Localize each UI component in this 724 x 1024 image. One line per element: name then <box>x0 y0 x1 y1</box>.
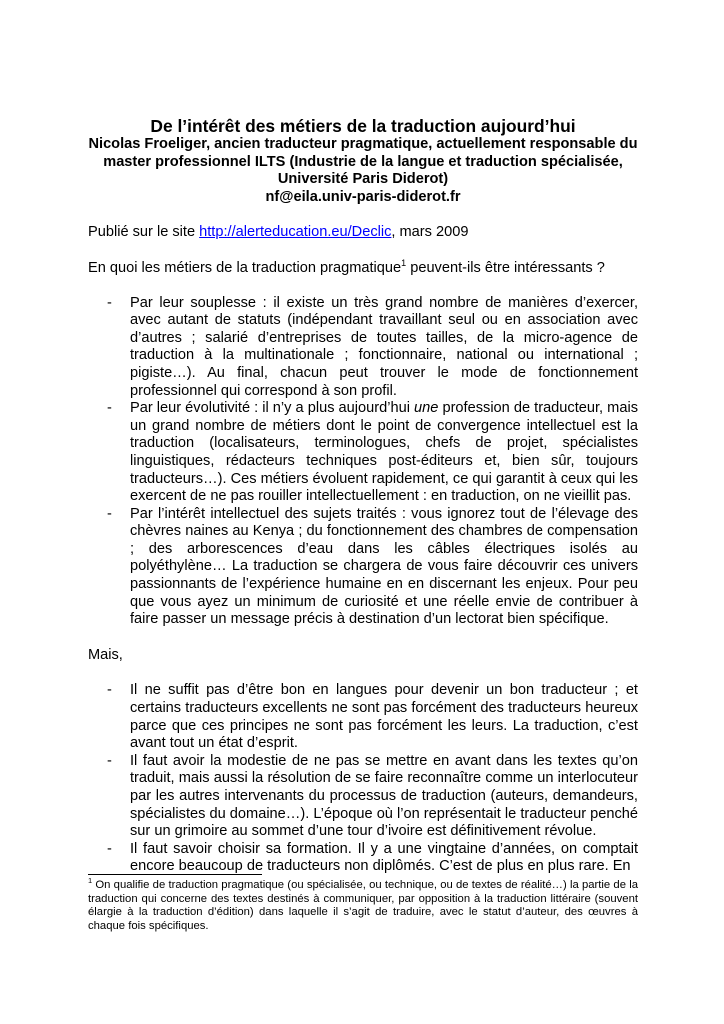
published-suffix: , mars 2009 <box>391 224 469 241</box>
author-line-2: master professionnel ILTS (Industrie de la langue et traduction spécialisée, <box>103 153 623 170</box>
footnote <box>88 876 638 934</box>
document-title: De l’intérêt des métiers de la traduction aujourd’hui <box>150 116 576 136</box>
footnote-reference[interactable]: 1 <box>401 257 407 268</box>
document-page <box>88 117 638 876</box>
list-item <box>88 682 638 752</box>
list-item <box>88 841 638 876</box>
list-item-text: Il faut savoir choisir sa formation. Il y a une vingtaine d’années, on comptait encore beaucoup de traducteurs non diplômés. C’est de plus en plus rare. En <box>130 840 638 875</box>
list-item-text-after: profession de traducteur, mais un grand nombre de métiers dont le point de convergence intellectuel est la traduction (localisateurs, terminologues, chefs de projet, spécialistes linguistiques, rédacteurs techniques post-éditeurs et, bien sûr, toujours traducteurs…). Ces métiers évoluent rapidement, ce qui garantit à ceux qui les exercent de ne pas rouiller intellectuellement : en traduction, on ne vieillit pas. <box>130 400 638 505</box>
transition-mais: Mais, <box>88 646 123 663</box>
question-before: En quoi les métiers de la traduction pragmatique <box>88 259 402 276</box>
list-item <box>88 400 638 506</box>
dash-bullet: - <box>107 505 112 522</box>
author-line-3: Université Paris Diderot) <box>277 171 449 188</box>
footnote-separator <box>88 874 262 875</box>
list-item-text: Il ne suffit pas d’être bon en langues pour devenir un bon traducteur ; et certains traducteurs excellents ne sont pas forcément des traducteurs heureux parce que ces principes ne sont pas forcément les leurs. La traduction, c’est avant tout un état d’esprit. <box>130 682 638 752</box>
intro-question <box>88 257 638 278</box>
dash-bullet: - <box>107 294 112 311</box>
list-item <box>88 506 638 629</box>
advantages-list <box>88 295 638 629</box>
list-item <box>88 753 638 841</box>
dash-bullet: - <box>107 400 112 417</box>
list-item-emphasis: une <box>414 400 439 417</box>
question-after: peuvent-ils être intéressants ? <box>406 259 605 276</box>
author-email: nf@eila.univ-paris-diderot.fr <box>265 188 461 205</box>
list-item-text: Il faut avoir la modestie de ne pas se mettre en avant dans les textes qu’on traduit, mais aussi la résolution de se faire reconnaître comme un interlocuteur par les autres intervenants du processus de traduction (auteurs, demandeurs, spécialistes du domaine…). L’époque où l’on représentait le traducteur penché sur un grimoire au sommet d’une tour d’ivoire est définitivement révolue. <box>130 752 638 840</box>
published-line <box>88 224 638 242</box>
footnote-number: 1 <box>88 876 93 885</box>
dash-bullet: - <box>107 752 112 769</box>
published-prefix: Publié sur le site <box>88 224 200 241</box>
dash-bullet: - <box>107 682 112 699</box>
dash-bullet: - <box>107 840 112 857</box>
footnote-text: On qualifie de traduction pragmatique (ou spécialisée, ou technique, ou de textes de réalité…) la partie de la traduction qui concerne des textes destinés à communiquer, par opposition à la traduction littéraire (souvent élargie à la traduction d’édition) dans laquelle il s’agit de traduire, avec le statut d’auteur, des œuvres à chaque fois spécifiques. <box>88 879 638 933</box>
document-header <box>88 117 638 206</box>
list-item-text: Par leur souplesse : il existe un très grand nombre de manières d’exercer, avec autant de statuts (indépendant travaillant seul ou en association avec d’autres ; salarié d’entreprises de toutes tailles, de la micro-agence de traduction à la multinationale ; fonctionnaire, national ou international ; pigiste…). Au final, chacun peut trouver le mode de fonctionnement professionnel qui correspond à son profil. <box>130 294 638 399</box>
source-link[interactable]: http://alerteducation.eu/Declic <box>199 224 392 241</box>
author-line-1: Nicolas Froeliger, ancien traducteur pragmatique, actuellement responsable du <box>88 136 638 152</box>
list-item <box>88 295 638 401</box>
list-item-text: Par l’intérêt intellectuel des sujets traités : vous ignorez tout de l’élevage des chèvres naines au Kenya ; du fonctionnement des chambres de compensation ; des arborescences d’eau dans les câbles électriques isolés au polyéthylène… La traduction se chargera de vous faire découvrir ces univers passionnants de l’expérience humaine en en discernant les enjeux. Pour peu que vous ayez un minimum de curiosité et une réelle envie de contribuer à faire passer un message précis à destination d’un lectorat bien spécifique. <box>130 505 638 628</box>
list-item-text-before: Par leur évolutivité : il n’y a plus aujourd’hui <box>130 400 415 417</box>
caveats-list <box>88 682 638 876</box>
